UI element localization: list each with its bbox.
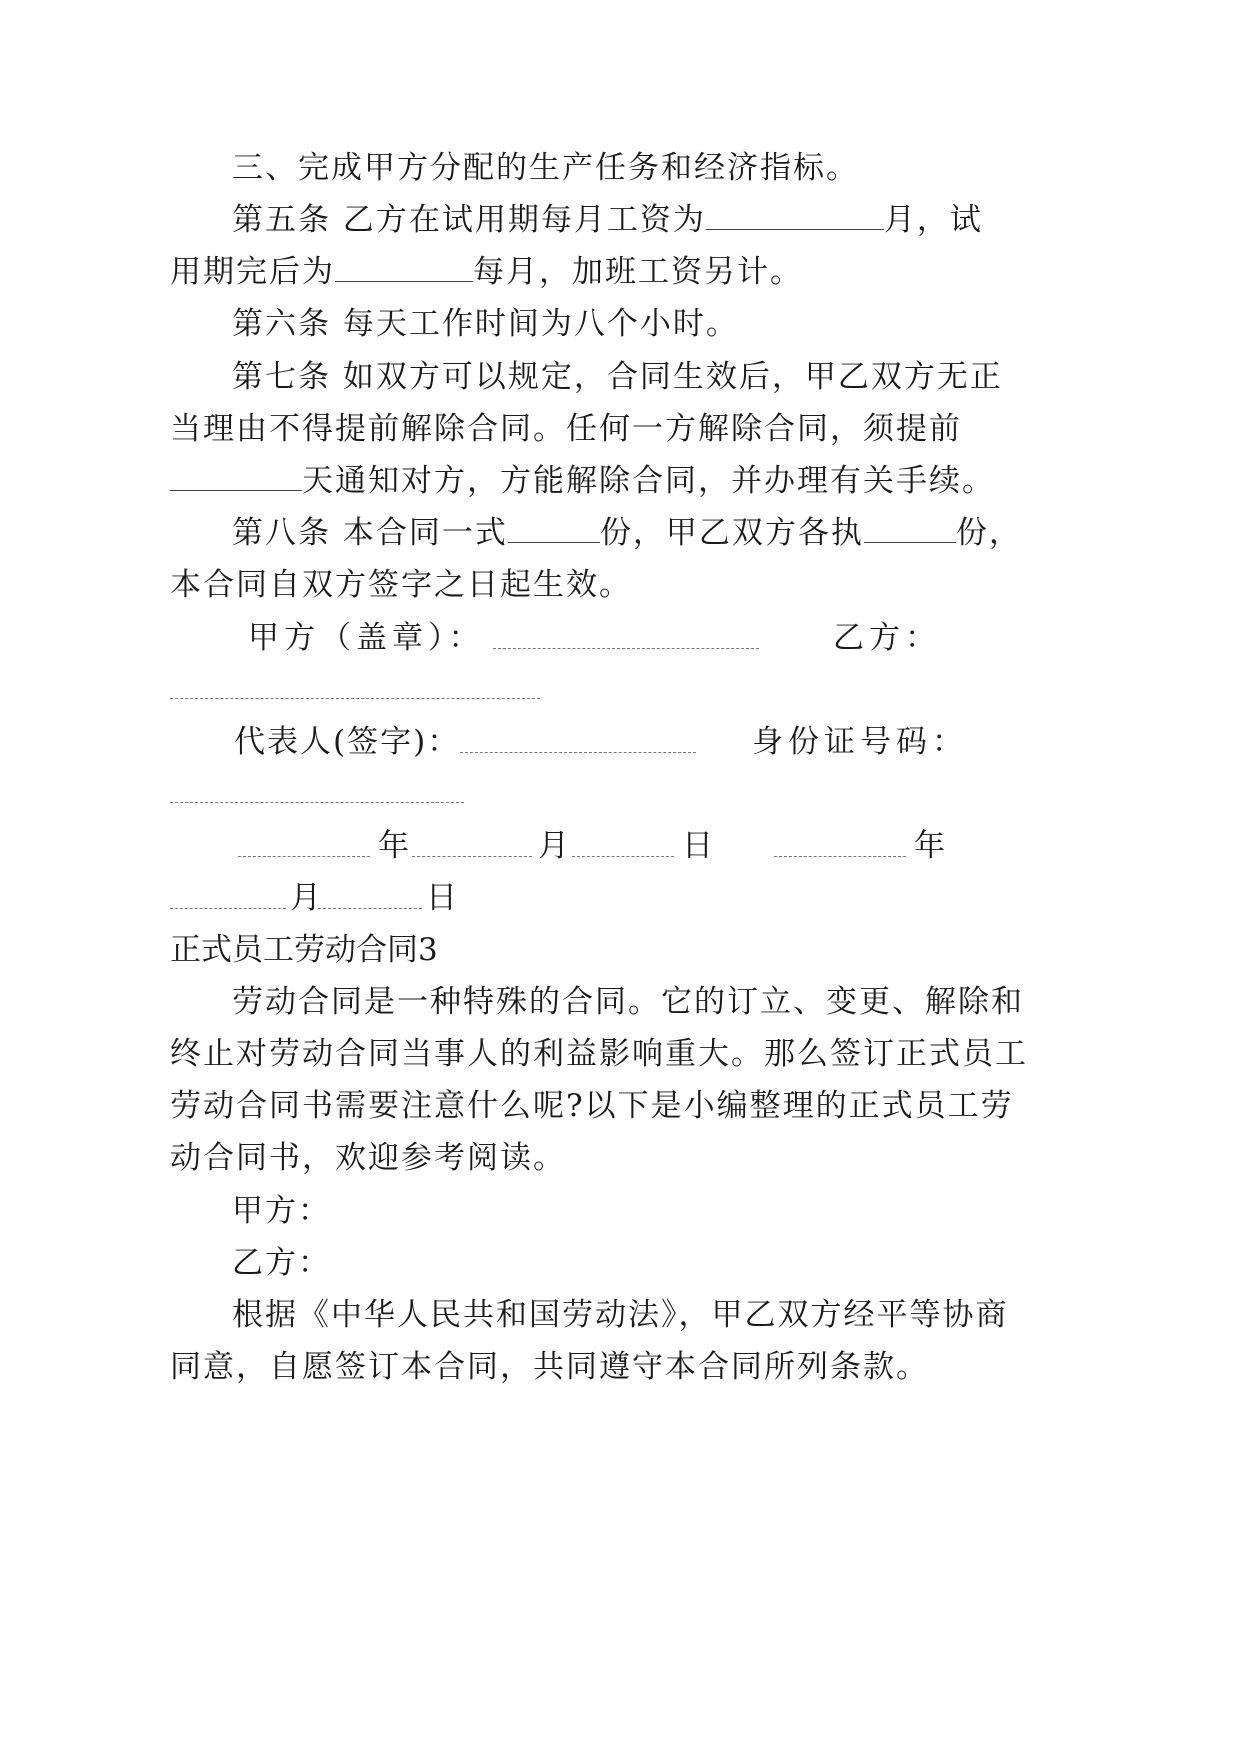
party-a-year-line — [238, 856, 370, 857]
id-number-label: 身份证号码： — [752, 724, 968, 760]
article8-text: 第八条 本合同一式 — [232, 515, 508, 551]
article5-text-end: 月，试 — [883, 202, 983, 238]
party-b-day-line — [318, 908, 422, 909]
paragraph-task: 三、完成甲方分配的生产任务和经济指标。 — [232, 150, 859, 186]
article7-text-tail: 天通知对方，方能解除合同，并办理有关手续。 — [302, 463, 995, 499]
paragraph-article8-line1 — [232, 513, 1022, 553]
basis-line2: 同意，自愿签订本合同，共同遵守本合同所列条款。 — [170, 1349, 929, 1385]
copies-total-blank — [508, 516, 600, 543]
id-number-line — [170, 802, 464, 803]
intro-line2: 终止对劳动合同当事人的利益影响重大。那么签订正式员工 — [170, 1036, 1028, 1072]
party-a-seal-line — [493, 648, 759, 649]
party-a-day-line — [572, 856, 674, 857]
paragraph-article7-line1: 第七条 如双方可以规定，合同生效后，甲乙双方无正 — [232, 359, 1003, 395]
article8-text-end: 份， — [955, 515, 1022, 551]
regular-salary-blank — [335, 255, 473, 282]
basis-line1: 根据《中华人民共和国劳动法》，甲乙双方经平等协商 — [232, 1297, 1009, 1333]
party-a-day-label: 日 — [682, 828, 713, 864]
paragraph-article5-line1 — [232, 200, 983, 240]
party-b-year-label: 年 — [914, 828, 945, 864]
party-a-month-label: 月 — [538, 828, 569, 864]
paragraph-article8-line2: 本合同自双方签字之日起生效。 — [170, 567, 632, 603]
party-a-heading: 甲方： — [232, 1193, 331, 1229]
copies-each-blank — [864, 516, 956, 543]
party-b-sign-line — [170, 698, 540, 699]
representative-sign-line — [460, 752, 696, 753]
intro-line3: 劳动合同书需要注意什么呢?以下是小编整理的正式员工劳 — [170, 1088, 1014, 1124]
party-a-year-label: 年 — [378, 828, 409, 864]
paragraph-article7-line3 — [170, 461, 995, 501]
party-a-month-line — [412, 856, 532, 857]
article5-text: 第五条 乙方在试用期每月工资为 — [232, 202, 706, 238]
paragraph-article7-line2: 当理由不得提前解除合同。任何一方解除合同，须提前 — [170, 411, 962, 447]
article5-text-cont: 用期完后为 — [170, 254, 335, 290]
party-b-year-line — [774, 856, 906, 857]
section-title: 正式员工劳动合同3 — [170, 932, 438, 968]
party-b-day-label: 日 — [426, 880, 457, 916]
article5-text-tail: 每月，加班工资另计。 — [473, 254, 803, 290]
party-b-month-line — [170, 908, 286, 909]
intro-line4: 动合同书，欢迎参考阅读。 — [170, 1140, 566, 1176]
intro-line1: 劳动合同是一种特殊的合同。它的订立、变更、解除和 — [232, 984, 1024, 1020]
representative-label: 代表人(签字)： — [234, 724, 461, 760]
party-b-label: 乙方： — [833, 620, 941, 656]
party-a-seal-label: 甲方（盖章）： — [248, 620, 485, 656]
party-b-heading: 乙方： — [232, 1245, 331, 1281]
paragraph-article5-line2 — [170, 252, 803, 292]
party-b-month-label: 月 — [290, 880, 321, 916]
notice-days-blank — [170, 464, 302, 491]
article8-text-mid: 份，甲乙双方各执 — [599, 515, 864, 551]
probation-salary-blank — [706, 203, 884, 230]
paragraph-article6: 第六条 每天工作时间为八个小时。 — [232, 306, 739, 342]
